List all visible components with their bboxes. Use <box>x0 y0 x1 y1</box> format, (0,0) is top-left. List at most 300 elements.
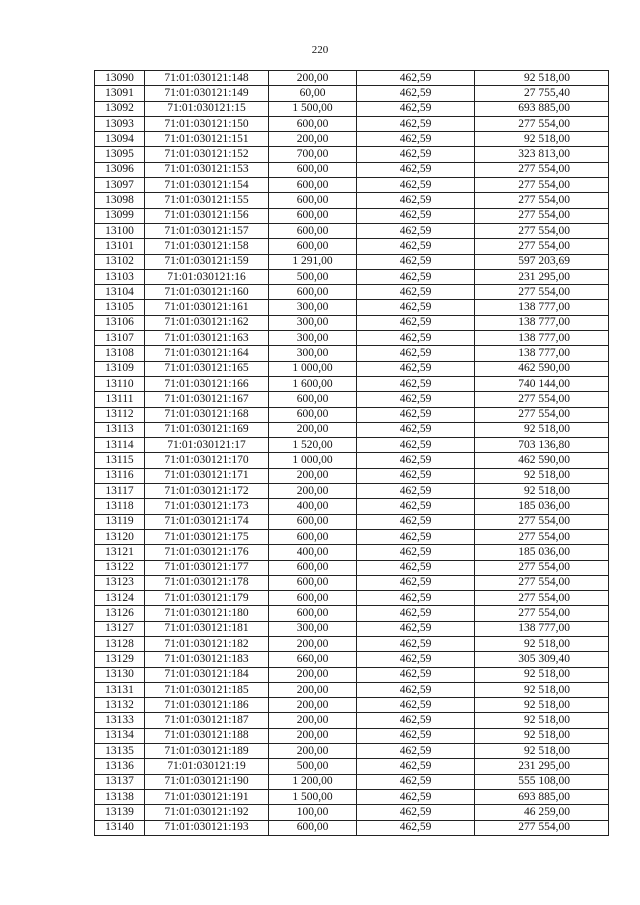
unit-value-cell: 462,59 <box>357 162 475 177</box>
table-row <box>95 147 609 162</box>
cadastral-value-cell: 277 554,00 <box>475 223 609 238</box>
unit-value-cell: 462,59 <box>357 208 475 223</box>
cadastral-value-cell: 277 554,00 <box>475 239 609 254</box>
table-row <box>95 407 609 422</box>
cadastral-number-cell: 71:01:030121:167 <box>145 392 269 407</box>
cadastral-value-table <box>94 70 609 836</box>
cadastral-value-cell: 277 554,00 <box>475 591 609 606</box>
cadastral-number-cell: 71:01:030121:192 <box>145 805 269 820</box>
row-number-cell: 13100 <box>95 223 145 238</box>
area-cell: 600,00 <box>269 239 357 254</box>
row-number-cell: 13123 <box>95 575 145 590</box>
unit-value-cell: 462,59 <box>357 223 475 238</box>
cadastral-number-cell: 71:01:030121:169 <box>145 422 269 437</box>
cadastral-number-cell: 71:01:030121:181 <box>145 621 269 636</box>
cadastral-number-cell: 71:01:030121:191 <box>145 789 269 804</box>
cadastral-value-cell: 277 554,00 <box>475 178 609 193</box>
cadastral-number-cell: 71:01:030121:170 <box>145 453 269 468</box>
area-cell: 600,00 <box>269 591 357 606</box>
row-number-cell: 13091 <box>95 86 145 101</box>
table-row <box>95 682 609 697</box>
cadastral-number-cell: 71:01:030121:183 <box>145 652 269 667</box>
row-number-cell: 13137 <box>95 774 145 789</box>
cadastral-value-cell: 277 554,00 <box>475 575 609 590</box>
area-cell: 1 000,00 <box>269 453 357 468</box>
cadastral-number-cell: 71:01:030121:182 <box>145 636 269 651</box>
unit-value-cell: 462,59 <box>357 591 475 606</box>
cadastral-number-cell: 71:01:030121:177 <box>145 560 269 575</box>
cadastral-value-cell: 231 295,00 <box>475 759 609 774</box>
row-number-cell: 13140 <box>95 820 145 835</box>
cadastral-value-cell: 277 554,00 <box>475 514 609 529</box>
table-row <box>95 101 609 116</box>
row-number-cell: 13112 <box>95 407 145 422</box>
unit-value-cell: 462,59 <box>357 422 475 437</box>
row-number-cell: 13093 <box>95 116 145 131</box>
row-number-cell: 13117 <box>95 484 145 499</box>
table-row <box>95 223 609 238</box>
cadastral-number-cell: 71:01:030121:162 <box>145 315 269 330</box>
cadastral-number-cell: 71:01:030121:148 <box>145 71 269 86</box>
table-row <box>95 621 609 636</box>
area-cell: 200,00 <box>269 132 357 147</box>
unit-value-cell: 462,59 <box>357 484 475 499</box>
area-cell: 200,00 <box>269 422 357 437</box>
unit-value-cell: 462,59 <box>357 101 475 116</box>
unit-value-cell: 462,59 <box>357 86 475 101</box>
table-row <box>95 774 609 789</box>
cadastral-value-cell: 462 590,00 <box>475 453 609 468</box>
cadastral-number-cell: 71:01:030121:187 <box>145 713 269 728</box>
row-number-cell: 13113 <box>95 422 145 437</box>
cadastral-number-cell: 71:01:030121:190 <box>145 774 269 789</box>
unit-value-cell: 462,59 <box>357 193 475 208</box>
row-number-cell: 13122 <box>95 560 145 575</box>
unit-value-cell: 462,59 <box>357 545 475 560</box>
unit-value-cell: 462,59 <box>357 407 475 422</box>
row-number-cell: 13136 <box>95 759 145 774</box>
row-number-cell: 13131 <box>95 682 145 697</box>
cadastral-value-cell: 277 554,00 <box>475 407 609 422</box>
cadastral-value-cell: 92 518,00 <box>475 682 609 697</box>
cadastral-number-cell: 71:01:030121:16 <box>145 269 269 284</box>
unit-value-cell: 462,59 <box>357 698 475 713</box>
table-row <box>95 484 609 499</box>
cadastral-value-cell: 92 518,00 <box>475 713 609 728</box>
cadastral-number-cell: 71:01:030121:166 <box>145 376 269 391</box>
cadastral-number-cell: 71:01:030121:161 <box>145 300 269 315</box>
cadastral-value-cell: 277 554,00 <box>475 193 609 208</box>
row-number-cell: 13106 <box>95 315 145 330</box>
row-number-cell: 13130 <box>95 667 145 682</box>
page-number: 220 <box>311 44 329 56</box>
table-row <box>95 239 609 254</box>
area-cell: 600,00 <box>269 178 357 193</box>
row-number-cell: 13119 <box>95 514 145 529</box>
unit-value-cell: 462,59 <box>357 529 475 544</box>
area-cell: 200,00 <box>269 484 357 499</box>
cadastral-value-cell: 597 203,69 <box>475 254 609 269</box>
unit-value-cell: 462,59 <box>357 346 475 361</box>
table-row <box>95 331 609 346</box>
table-row <box>95 744 609 759</box>
unit-value-cell: 462,59 <box>357 438 475 453</box>
table-row <box>95 438 609 453</box>
cadastral-number-cell: 71:01:030121:172 <box>145 484 269 499</box>
unit-value-cell: 462,59 <box>357 254 475 269</box>
unit-value-cell: 462,59 <box>357 560 475 575</box>
unit-value-cell: 462,59 <box>357 331 475 346</box>
table-row <box>95 116 609 131</box>
row-number-cell: 13128 <box>95 636 145 651</box>
row-number-cell: 13126 <box>95 606 145 621</box>
cadastral-number-cell: 71:01:030121:188 <box>145 728 269 743</box>
row-number-cell: 13124 <box>95 591 145 606</box>
table-row <box>95 499 609 514</box>
area-cell: 600,00 <box>269 407 357 422</box>
cadastral-number-cell: 71:01:030121:17 <box>145 438 269 453</box>
cadastral-value-cell: 277 554,00 <box>475 285 609 300</box>
table-row <box>95 71 609 86</box>
table-row <box>95 759 609 774</box>
unit-value-cell: 462,59 <box>357 239 475 254</box>
area-cell: 200,00 <box>269 468 357 483</box>
area-cell: 500,00 <box>269 269 357 284</box>
area-cell: 600,00 <box>269 285 357 300</box>
unit-value-cell: 462,59 <box>357 392 475 407</box>
area-cell: 200,00 <box>269 744 357 759</box>
area-cell: 1 500,00 <box>269 789 357 804</box>
cadastral-value-cell: 277 554,00 <box>475 116 609 131</box>
unit-value-cell: 462,59 <box>357 789 475 804</box>
cadastral-value-cell: 92 518,00 <box>475 71 609 86</box>
unit-value-cell: 462,59 <box>357 774 475 789</box>
unit-value-cell: 462,59 <box>357 621 475 636</box>
table-row <box>95 805 609 820</box>
cadastral-number-cell: 71:01:030121:178 <box>145 575 269 590</box>
table-row <box>95 269 609 284</box>
area-cell: 200,00 <box>269 713 357 728</box>
unit-value-cell: 462,59 <box>357 285 475 300</box>
row-number-cell: 13135 <box>95 744 145 759</box>
row-number-cell: 13108 <box>95 346 145 361</box>
cadastral-number-cell: 71:01:030121:165 <box>145 361 269 376</box>
area-cell: 600,00 <box>269 162 357 177</box>
area-cell: 1 200,00 <box>269 774 357 789</box>
cadastral-number-cell: 71:01:030121:154 <box>145 178 269 193</box>
cadastral-value-cell: 277 554,00 <box>475 560 609 575</box>
area-cell: 600,00 <box>269 208 357 223</box>
cadastral-number-cell: 71:01:030121:159 <box>145 254 269 269</box>
cadastral-number-cell: 71:01:030121:151 <box>145 132 269 147</box>
cadastral-value-cell: 92 518,00 <box>475 468 609 483</box>
cadastral-number-cell: 71:01:030121:152 <box>145 147 269 162</box>
table-row <box>95 208 609 223</box>
area-cell: 1 291,00 <box>269 254 357 269</box>
cadastral-value-cell: 185 036,00 <box>475 545 609 560</box>
row-number-cell: 13129 <box>95 652 145 667</box>
cadastral-number-cell: 71:01:030121:156 <box>145 208 269 223</box>
cadastral-number-cell: 71:01:030121:168 <box>145 407 269 422</box>
table-row <box>95 162 609 177</box>
area-cell: 600,00 <box>269 223 357 238</box>
cadastral-value-cell: 138 777,00 <box>475 346 609 361</box>
row-number-cell: 13139 <box>95 805 145 820</box>
cadastral-number-cell: 71:01:030121:185 <box>145 682 269 697</box>
table-row <box>95 361 609 376</box>
area-cell: 600,00 <box>269 392 357 407</box>
cadastral-number-cell: 71:01:030121:153 <box>145 162 269 177</box>
cadastral-number-cell: 71:01:030121:184 <box>145 667 269 682</box>
area-cell: 600,00 <box>269 529 357 544</box>
area-cell: 200,00 <box>269 667 357 682</box>
unit-value-cell: 462,59 <box>357 147 475 162</box>
cadastral-value-cell: 138 777,00 <box>475 621 609 636</box>
area-cell: 600,00 <box>269 116 357 131</box>
table-row <box>95 652 609 667</box>
area-cell: 200,00 <box>269 682 357 697</box>
table-row <box>95 193 609 208</box>
area-cell: 200,00 <box>269 636 357 651</box>
cadastral-number-cell: 71:01:030121:174 <box>145 514 269 529</box>
cadastral-value-cell: 462 590,00 <box>475 361 609 376</box>
cadastral-number-cell: 71:01:030121:160 <box>145 285 269 300</box>
area-cell: 100,00 <box>269 805 357 820</box>
area-cell: 500,00 <box>269 759 357 774</box>
cadastral-number-cell: 71:01:030121:15 <box>145 101 269 116</box>
row-number-cell: 13092 <box>95 101 145 116</box>
cadastral-value-cell: 277 554,00 <box>475 529 609 544</box>
area-cell: 300,00 <box>269 346 357 361</box>
cadastral-value-cell: 92 518,00 <box>475 744 609 759</box>
table-row <box>95 453 609 468</box>
row-number-cell: 13101 <box>95 239 145 254</box>
area-cell: 1 520,00 <box>269 438 357 453</box>
cadastral-number-cell: 71:01:030121:150 <box>145 116 269 131</box>
row-number-cell: 13103 <box>95 269 145 284</box>
table-row <box>95 514 609 529</box>
area-cell: 600,00 <box>269 560 357 575</box>
unit-value-cell: 462,59 <box>357 71 475 86</box>
cadastral-number-cell: 71:01:030121:193 <box>145 820 269 835</box>
row-number-cell: 13127 <box>95 621 145 636</box>
table-row <box>95 606 609 621</box>
cadastral-value-cell: 27 755,40 <box>475 86 609 101</box>
cadastral-number-cell: 71:01:030121:176 <box>145 545 269 560</box>
area-cell: 60,00 <box>269 86 357 101</box>
unit-value-cell: 462,59 <box>357 300 475 315</box>
unit-value-cell: 462,59 <box>357 744 475 759</box>
cadastral-value-cell: 92 518,00 <box>475 728 609 743</box>
cadastral-number-cell: 71:01:030121:19 <box>145 759 269 774</box>
area-cell: 600,00 <box>269 575 357 590</box>
table-row <box>95 529 609 544</box>
table-row <box>95 820 609 835</box>
cadastral-number-cell: 71:01:030121:164 <box>145 346 269 361</box>
unit-value-cell: 462,59 <box>357 361 475 376</box>
unit-value-cell: 462,59 <box>357 315 475 330</box>
area-cell: 300,00 <box>269 621 357 636</box>
table-row <box>95 376 609 391</box>
area-cell: 300,00 <box>269 331 357 346</box>
row-number-cell: 13111 <box>95 392 145 407</box>
row-number-cell: 13104 <box>95 285 145 300</box>
row-number-cell: 13134 <box>95 728 145 743</box>
unit-value-cell: 462,59 <box>357 652 475 667</box>
cadastral-value-cell: 703 136,80 <box>475 438 609 453</box>
cadastral-value-cell: 693 885,00 <box>475 789 609 804</box>
cadastral-value-cell: 305 309,40 <box>475 652 609 667</box>
area-cell: 700,00 <box>269 147 357 162</box>
row-number-cell: 13120 <box>95 529 145 544</box>
table-row <box>95 789 609 804</box>
area-cell: 300,00 <box>269 300 357 315</box>
table-row <box>95 178 609 193</box>
unit-value-cell: 462,59 <box>357 575 475 590</box>
unit-value-cell: 462,59 <box>357 759 475 774</box>
cadastral-value-cell: 92 518,00 <box>475 667 609 682</box>
unit-value-cell: 462,59 <box>357 514 475 529</box>
table-body <box>95 71 609 836</box>
area-cell: 600,00 <box>269 820 357 835</box>
table-row <box>95 728 609 743</box>
table-row <box>95 591 609 606</box>
row-number-cell: 13118 <box>95 499 145 514</box>
cadastral-value-cell: 92 518,00 <box>475 698 609 713</box>
cadastral-value-cell: 92 518,00 <box>475 132 609 147</box>
cadastral-value-cell: 277 554,00 <box>475 162 609 177</box>
row-number-cell: 13107 <box>95 331 145 346</box>
unit-value-cell: 462,59 <box>357 728 475 743</box>
cadastral-value-cell: 693 885,00 <box>475 101 609 116</box>
cadastral-value-cell: 277 554,00 <box>475 208 609 223</box>
area-cell: 660,00 <box>269 652 357 667</box>
table-row <box>95 545 609 560</box>
unit-value-cell: 462,59 <box>357 682 475 697</box>
cadastral-number-cell: 71:01:030121:157 <box>145 223 269 238</box>
area-cell: 200,00 <box>269 71 357 86</box>
table-row <box>95 560 609 575</box>
cadastral-value-cell: 92 518,00 <box>475 636 609 651</box>
area-cell: 300,00 <box>269 315 357 330</box>
unit-value-cell: 462,59 <box>357 636 475 651</box>
row-number-cell: 13109 <box>95 361 145 376</box>
unit-value-cell: 462,59 <box>357 820 475 835</box>
cadastral-number-cell: 71:01:030121:175 <box>145 529 269 544</box>
table-row <box>95 636 609 651</box>
table-row <box>95 132 609 147</box>
table-row <box>95 667 609 682</box>
cadastral-number-cell: 71:01:030121:163 <box>145 331 269 346</box>
unit-value-cell: 462,59 <box>357 132 475 147</box>
row-number-cell: 13115 <box>95 453 145 468</box>
cadastral-value-cell: 323 813,00 <box>475 147 609 162</box>
cadastral-value-cell: 231 295,00 <box>475 269 609 284</box>
unit-value-cell: 462,59 <box>357 805 475 820</box>
unit-value-cell: 462,59 <box>357 116 475 131</box>
row-number-cell: 13102 <box>95 254 145 269</box>
area-cell: 600,00 <box>269 514 357 529</box>
unit-value-cell: 462,59 <box>357 178 475 193</box>
table-row <box>95 315 609 330</box>
table-row <box>95 86 609 101</box>
cadastral-number-cell: 71:01:030121:149 <box>145 86 269 101</box>
unit-value-cell: 462,59 <box>357 499 475 514</box>
cadastral-value-cell: 92 518,00 <box>475 422 609 437</box>
table-row <box>95 713 609 728</box>
table-row <box>95 346 609 361</box>
row-number-cell: 13132 <box>95 698 145 713</box>
unit-value-cell: 462,59 <box>357 667 475 682</box>
row-number-cell: 13090 <box>95 71 145 86</box>
area-cell: 200,00 <box>269 728 357 743</box>
table-row <box>95 468 609 483</box>
row-number-cell: 13095 <box>95 147 145 162</box>
cadastral-number-cell: 71:01:030121:173 <box>145 499 269 514</box>
table-row <box>95 422 609 437</box>
area-cell: 1 000,00 <box>269 361 357 376</box>
row-number-cell: 13099 <box>95 208 145 223</box>
unit-value-cell: 462,59 <box>357 606 475 621</box>
area-cell: 1 600,00 <box>269 376 357 391</box>
cadastral-value-cell: 555 108,00 <box>475 774 609 789</box>
row-number-cell: 13097 <box>95 178 145 193</box>
area-cell: 600,00 <box>269 193 357 208</box>
cadastral-number-cell: 71:01:030121:189 <box>145 744 269 759</box>
row-number-cell: 13116 <box>95 468 145 483</box>
cadastral-number-cell: 71:01:030121:180 <box>145 606 269 621</box>
unit-value-cell: 462,59 <box>357 713 475 728</box>
cadastral-value-cell: 138 777,00 <box>475 300 609 315</box>
area-cell: 600,00 <box>269 606 357 621</box>
row-number-cell: 13114 <box>95 438 145 453</box>
cadastral-value-cell: 277 554,00 <box>475 392 609 407</box>
cadastral-number-cell: 71:01:030121:171 <box>145 468 269 483</box>
cadastral-number-cell: 71:01:030121:158 <box>145 239 269 254</box>
area-cell: 400,00 <box>269 499 357 514</box>
cadastral-value-cell: 740 144,00 <box>475 376 609 391</box>
cadastral-value-cell: 185 036,00 <box>475 499 609 514</box>
area-cell: 400,00 <box>269 545 357 560</box>
area-cell: 1 500,00 <box>269 101 357 116</box>
table-row <box>95 575 609 590</box>
cadastral-value-cell: 92 518,00 <box>475 484 609 499</box>
table-row <box>95 300 609 315</box>
row-number-cell: 13110 <box>95 376 145 391</box>
cadastral-value-cell: 138 777,00 <box>475 315 609 330</box>
cadastral-number-cell: 71:01:030121:186 <box>145 698 269 713</box>
unit-value-cell: 462,59 <box>357 453 475 468</box>
unit-value-cell: 462,59 <box>357 269 475 284</box>
cadastral-number-cell: 71:01:030121:179 <box>145 591 269 606</box>
row-number-cell: 13138 <box>95 789 145 804</box>
row-number-cell: 13096 <box>95 162 145 177</box>
unit-value-cell: 462,59 <box>357 376 475 391</box>
unit-value-cell: 462,59 <box>357 468 475 483</box>
row-number-cell: 13133 <box>95 713 145 728</box>
table-row <box>95 254 609 269</box>
cadastral-value-cell: 138 777,00 <box>475 331 609 346</box>
cadastral-value-cell: 46 259,00 <box>475 805 609 820</box>
table-row <box>95 392 609 407</box>
row-number-cell: 13098 <box>95 193 145 208</box>
cadastral-value-cell: 277 554,00 <box>475 820 609 835</box>
row-number-cell: 13121 <box>95 545 145 560</box>
row-number-cell: 13094 <box>95 132 145 147</box>
table-row <box>95 285 609 300</box>
table-row <box>95 698 609 713</box>
cadastral-number-cell: 71:01:030121:155 <box>145 193 269 208</box>
